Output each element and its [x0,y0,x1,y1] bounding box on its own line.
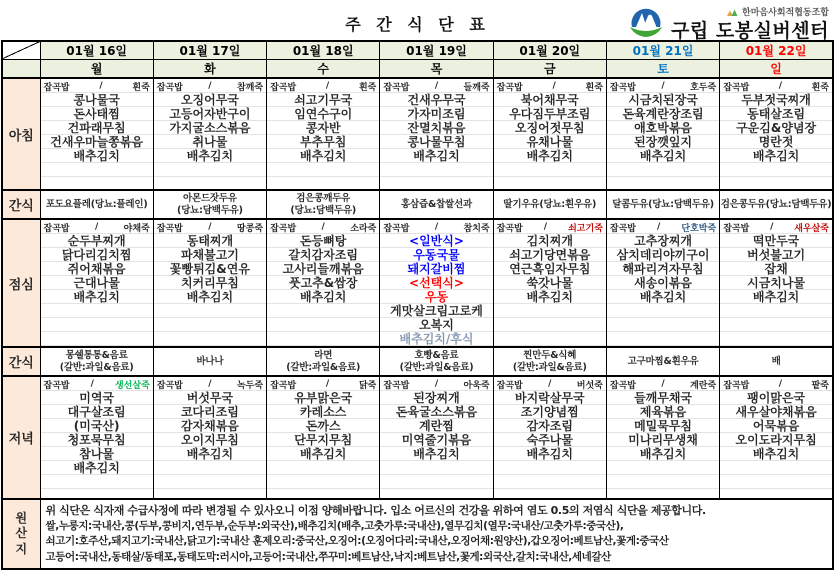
menu-item: 고사리들깨볶음 [282,262,364,276]
rice-line: 잡곡밥 / 계란죽 [609,379,717,391]
date-cell-0: 01월 16일 [40,41,153,60]
row-label-lunch: 점심 [2,219,40,347]
origin-line-1: 쌀,누룽지:국내산,콩(두부,콩비지,연두부,순두부:외국산),배추김치(배추,고춧가루:국내산),열무김치(열무:국내산/고춧가루:중국산), [45,519,624,532]
row-lunch [2,219,833,347]
logo-block [627,4,829,44]
snack-item: (갈반:과일&음료) [286,361,361,373]
menu-item: 대구살조림 [67,405,126,419]
date-header-row [2,41,833,60]
menu-item: 근대나물 [73,276,120,290]
row-label-origin: 원 산 지 [2,499,40,569]
snack-item: 달콤두유(당뇨:담백두유) [612,198,714,210]
day-cell-0: 월 [40,60,153,79]
menu-item: 돼지갈비찜 [407,262,466,276]
corner-empty-cell [2,60,40,79]
page-title: 주 간 식 단 표 [345,15,490,34]
snack-item: (갈반:과일&음료) [512,361,587,373]
menu-item: 부추무침 [300,135,347,149]
menu-item: 삼치데리야끼구이 [616,248,710,262]
menu-item: 돈까스 [305,419,341,433]
menu-item: 오이도라지무침 [735,433,817,447]
snack-item: 찐만두&식혜 [523,350,577,361]
menu-item: 시금치된장국 [628,93,698,107]
weekly-menu-table [1,40,834,570]
menu-item: 된장찌개 [413,391,460,405]
menu-item: 배추김치 [73,149,120,163]
day-header-row [2,60,833,79]
row-label-dinner: 저녁 [2,376,40,499]
menu-item: 돈등뼈탕 [300,234,347,248]
day-cell-3: 목 [380,60,493,79]
menu-item: 제육볶음 [639,405,687,419]
rice-line: 잡곡밥 / 참깨죽 [156,81,264,93]
snack-item: 검은콩깨두유 [296,193,351,204]
menu-item: 배추김치 [526,447,573,461]
menu-item: 배추김치 [752,149,800,163]
rice-line: 잡곡밥 / 야채죽 [43,222,150,234]
menu-item: 우동 [424,290,449,304]
date-cell-1: 01월 17일 [153,41,266,60]
rice-line: 잡곡밥 / 닭죽 [270,379,377,391]
snack2-cell-5 [606,347,719,376]
dinner-cell-5 [606,376,719,499]
snack-item: 홍삼즙&찹쌀선과 [401,198,472,210]
lunch-cell-6 [720,219,833,347]
menu-item: 배추김치 [526,290,573,304]
snack1-cell-5 [606,190,719,219]
menu-item: 임연수구이 [294,107,353,121]
menu-item: 치커리무침 [180,276,239,290]
snack-item: 바나나 [196,355,224,367]
menu-item: 오이지무침 [180,433,239,447]
menu-item: 오징어무국 [180,93,239,107]
menu-item: 애호박볶음 [634,121,693,135]
menu-item: 카레소스 [300,405,347,419]
dinner-cell-3 [380,376,493,499]
menu-item: 배추김치 [186,447,234,461]
menu-item: 게맛살크림고로케 [390,304,483,318]
rice-line: 잡곡밥 / 흰죽 [496,81,603,93]
rice-line: 잡곡밥 / 버섯죽 [496,379,603,391]
snack-item: 라면 [314,350,333,361]
menu-item: 배추김치 [526,149,573,163]
menu-item: 조기양념찜 [520,405,579,419]
menu-item: 코다리조림 [180,405,239,419]
menu-item: 콩나물국 [73,93,120,107]
rice-line: 잡곡밥 / 팥죽 [723,379,829,391]
menu-item: <선택식> [409,276,464,290]
menu-item: 오징어젓무침 [514,121,585,135]
dinner-cell-0 [40,376,153,499]
lunch-cell-1 [153,219,266,347]
menu-item: 미나리무생채 [628,433,698,447]
snack2-cell-0 [40,347,153,376]
breakfast-cell-2 [267,78,380,190]
origin-line-2: 쇠고기:호주산,돼지고기:국내산,닭고기:국내산 훈제오리:중국산,오징어:(오징어다리:국내산,오징어채:원양산),갑오징어:베트남산,꽃게:중국산 [45,535,669,547]
menu-item: 꽃빵튀김&연유 [169,262,250,276]
rice-line: 잡곡밥 / 땅콩죽 [156,222,264,234]
menu-item: 우다짐두부조림 [509,107,591,121]
snack-item: 호빵&음료 [414,350,459,361]
day-cell-5: 토 [606,60,719,79]
menu-item: 참나물 [79,447,115,461]
snack1-cell-4 [493,190,606,219]
menu-item: 돈육계란장조림 [622,107,704,121]
snack2-cell-3 [380,347,493,376]
menu-item: 배추김치 [186,290,234,304]
snack-item: (갈반:과일&음료) [59,361,134,373]
rice-line: 잡곡밥 / 흰죽 [270,81,377,93]
menu-item: 시금치나물 [747,276,806,290]
menu-item: 가지굴소스볶음 [169,121,251,135]
menu-item: 배추김치 [186,149,234,163]
menu-item: 콩나물무침 [407,135,466,149]
snack2-cell-1 [153,347,266,376]
menu-item: 배추김치 [752,447,800,461]
rice-line: 잡곡밥 / 단호박죽 [609,222,717,234]
menu-item: <일반식> [409,234,464,248]
day-cell-2: 수 [267,60,380,79]
rice-line: 잡곡밥 / 녹두죽 [156,379,264,391]
snack-item: 몽쉘통통&음료 [65,350,128,361]
menu-item: 북어채무국 [520,93,579,107]
rice-line: 잡곡밥 / 흰죽 [723,81,829,93]
rice-line: 잡곡밥 / 소라죽 [270,222,377,234]
menu-item: 해파리겨자무침 [622,262,704,276]
snack2-cell-6 [720,347,833,376]
menu-item: 연근흑임자무침 [509,262,591,276]
menu-item: 팽이맑은국 [747,391,806,405]
snack1-cell-0 [40,190,153,219]
rice-line: 잡곡밥 / 흰죽 [43,81,150,93]
origin-line-3: 고등어:국내산,동태살/동태포,동태도막:러시아,고등어:국내산,쭈꾸미:베트남산,낙지:베트남산,꽃게:외국산,갈치:국내산,세네갈산 [45,550,611,563]
breakfast-cell-5 [606,78,719,190]
snack-item: 포도요플레(당뇨:플레인) [45,198,148,210]
lunch-cell-2 [267,219,380,347]
menu-item: 배추김치 [639,149,687,163]
menu-item: 버섯무국 [186,391,234,405]
date-cell-4: 01월 20일 [493,41,606,60]
menu-item: 쑥갓나물 [526,276,573,290]
origin-info-cell [40,499,833,569]
mountain-logo-icon [627,4,665,44]
breakfast-cell-3 [380,78,493,190]
lunch-cell-0 [40,219,153,347]
menu-item: 감자채볶음 [180,419,239,433]
menu-item: 구운김&양념장 [736,121,817,135]
rice-line: 잡곡밥 / 새우살죽 [723,222,829,234]
menu-item: 숙주나물 [526,433,573,447]
snack-item: 배 [771,355,781,367]
rice-line: 잡곡밥 / 생선살죽 [43,379,150,391]
snack2-cell-4 [493,347,606,376]
menu-item: 미역줄기볶음 [401,433,472,447]
snack1-cell-3 [380,190,493,219]
menu-item: 명란젓 [758,135,794,149]
row-dinner [2,376,833,499]
date-cell-6: 01월 22일 [720,41,833,60]
center-name: 구립 도봉실버센터 [671,19,829,42]
coop-logo-icon [726,7,739,21]
menu-item: 건새우무국 [407,93,466,107]
menu-item: 잡채 [764,262,788,276]
snack1-cell-6 [720,190,833,219]
menu-item: 배추김치 [413,149,460,163]
snack-item: (당뇨:담백두유) [290,204,357,216]
rice-line: 잡곡밥 / 참치죽 [383,222,490,234]
menu-item: 쥐어채볶음 [67,262,126,276]
row-label-snack2: 간식 [2,347,40,376]
date-cell-3: 01월 19일 [380,41,493,60]
row-origin [2,499,833,569]
breakfast-cell-6 [720,78,833,190]
menu-item: 잔멸치볶음 [407,121,466,135]
breakfast-cell-4 [493,78,606,190]
dinner-cell-4 [493,376,606,499]
menu-item: 떡만두국 [752,234,800,248]
menu-item: 메밀묵무침 [634,419,693,433]
dinner-cell-2 [267,376,380,499]
origin-line-0: 위 식단은 식자재 수급사정에 따라 변경될 수 있사오니 이점 양해바랍니다. 입소 어르신의 건강을 위하여 염도 0.5의 저염식 식단을 제공합니다. [45,504,706,517]
menu-item: 돈사태찜 [73,107,120,121]
menu-item: 들깨무채국 [634,391,693,405]
snack-item: (당뇨:담백두유) [177,204,243,216]
date-cell-5: 01월 21일 [606,41,719,60]
menu-item: 두부젓국찌개 [741,93,811,107]
menu-item: 배추김치 [73,461,120,475]
menu-item: (미국산) [73,419,120,433]
menu-item: 김치찌개 [526,234,573,248]
snack-item: 검은콩두유(당뇨:담백두유) [720,198,832,210]
rice-line: 잡곡밥 / 들깨죽 [383,81,490,93]
menu-item: 건새우마늘쫑볶음 [50,135,144,149]
menu-item: 버섯불고기 [747,248,806,262]
breakfast-cell-1 [153,78,266,190]
menu-item: 돈육굴소스볶음 [395,405,478,419]
date-cell-2: 01월 18일 [267,41,380,60]
menu-item: 배추김치 [300,149,347,163]
menu-item: 고등어자반구이 [169,107,251,121]
lunch-cell-4 [493,219,606,347]
lunch-cell-5 [606,219,719,347]
snack2-cell-2 [267,347,380,376]
snack1-cell-2 [267,190,380,219]
menu-item: 배추김치 [639,447,687,461]
menu-item: 미역국 [79,391,115,405]
lunch-cell-3 [380,219,493,347]
breakfast-cell-0 [40,78,153,190]
day-cell-6: 일 [720,60,833,79]
menu-item: 배추김치 [639,290,687,304]
menu-item: 배추김치 [300,290,347,304]
menu-item: 단무지무침 [294,433,353,447]
rice-line: 잡곡밥 / 호두죽 [609,81,717,93]
corner-diagonal-cell [2,41,40,60]
row-breakfast [2,78,833,190]
menu-item: 가자미조림 [407,107,466,121]
menu-item: 유채나물 [526,135,573,149]
menu-item: 쇠고기무국 [294,93,353,107]
snack1-cell-1 [153,190,266,219]
menu-item: 바지락살무국 [514,391,585,405]
menu-item: 쇠고기당면볶음 [509,248,591,262]
menu-item: 새송이볶음 [634,276,693,290]
menu-item: 배추김치 [752,290,800,304]
menu-item: 어묵볶음 [752,419,800,433]
menu-item: 계란찜 [419,419,454,433]
menu-item: 우동국물 [413,248,460,262]
menu-item: 배추김치 [300,447,347,461]
menu-item: 배추김치 [413,447,460,461]
snack-item: (갈반:과일&음료) [399,361,474,373]
menu-item: 감자조림 [526,419,573,433]
day-cell-1: 화 [153,60,266,79]
snack-item: 딸기우유(당뇨:흰우유) [503,198,597,210]
menu-item: 파채불고기 [180,248,239,262]
menu-item: 새우살야채볶음 [735,405,817,419]
menu-item: 유부맑은국 [294,391,353,405]
day-cell-4: 금 [493,60,606,79]
menu-item: 갈치감자조림 [288,248,358,262]
snack-item: 고구마찜&흰우유 [627,355,699,367]
row-label-snack1: 간식 [2,190,40,219]
menu-item: 배추김치 [73,290,120,304]
coop-name: 한마음사회적협동조합 [742,7,829,18]
menu-item: 동태살조림 [747,107,806,121]
menu-item: 콩자반 [305,121,341,135]
menu-item: 닭다리김치찜 [61,248,132,262]
menu-item: 취나물 [192,135,228,149]
menu-item: 배추김치/후식 [399,332,474,346]
dinner-cell-1 [153,376,266,499]
menu-item: 동태찌개 [186,234,234,248]
menu-item: 풋고추&쌈장 [288,276,358,290]
menu-item: 오복지 [419,318,454,332]
menu-item: 청포묵무침 [67,433,126,447]
dinner-cell-6 [720,376,833,499]
menu-item: 건파래무침 [67,121,126,135]
row-snack2 [2,347,833,376]
rice-line: 잡곡밥 / 아욱죽 [383,379,490,391]
menu-item: 순두부찌개 [67,234,126,248]
row-label-breakfast: 아침 [2,78,40,190]
menu-item: 된장깻잎지 [634,135,693,149]
snack-item: 아몬드잣두유 [182,193,237,204]
menu-item: 고추장찌개 [634,234,693,248]
row-snack1 [2,190,833,219]
rice-line: 잡곡밥 / 쇠고기죽 [496,222,603,234]
